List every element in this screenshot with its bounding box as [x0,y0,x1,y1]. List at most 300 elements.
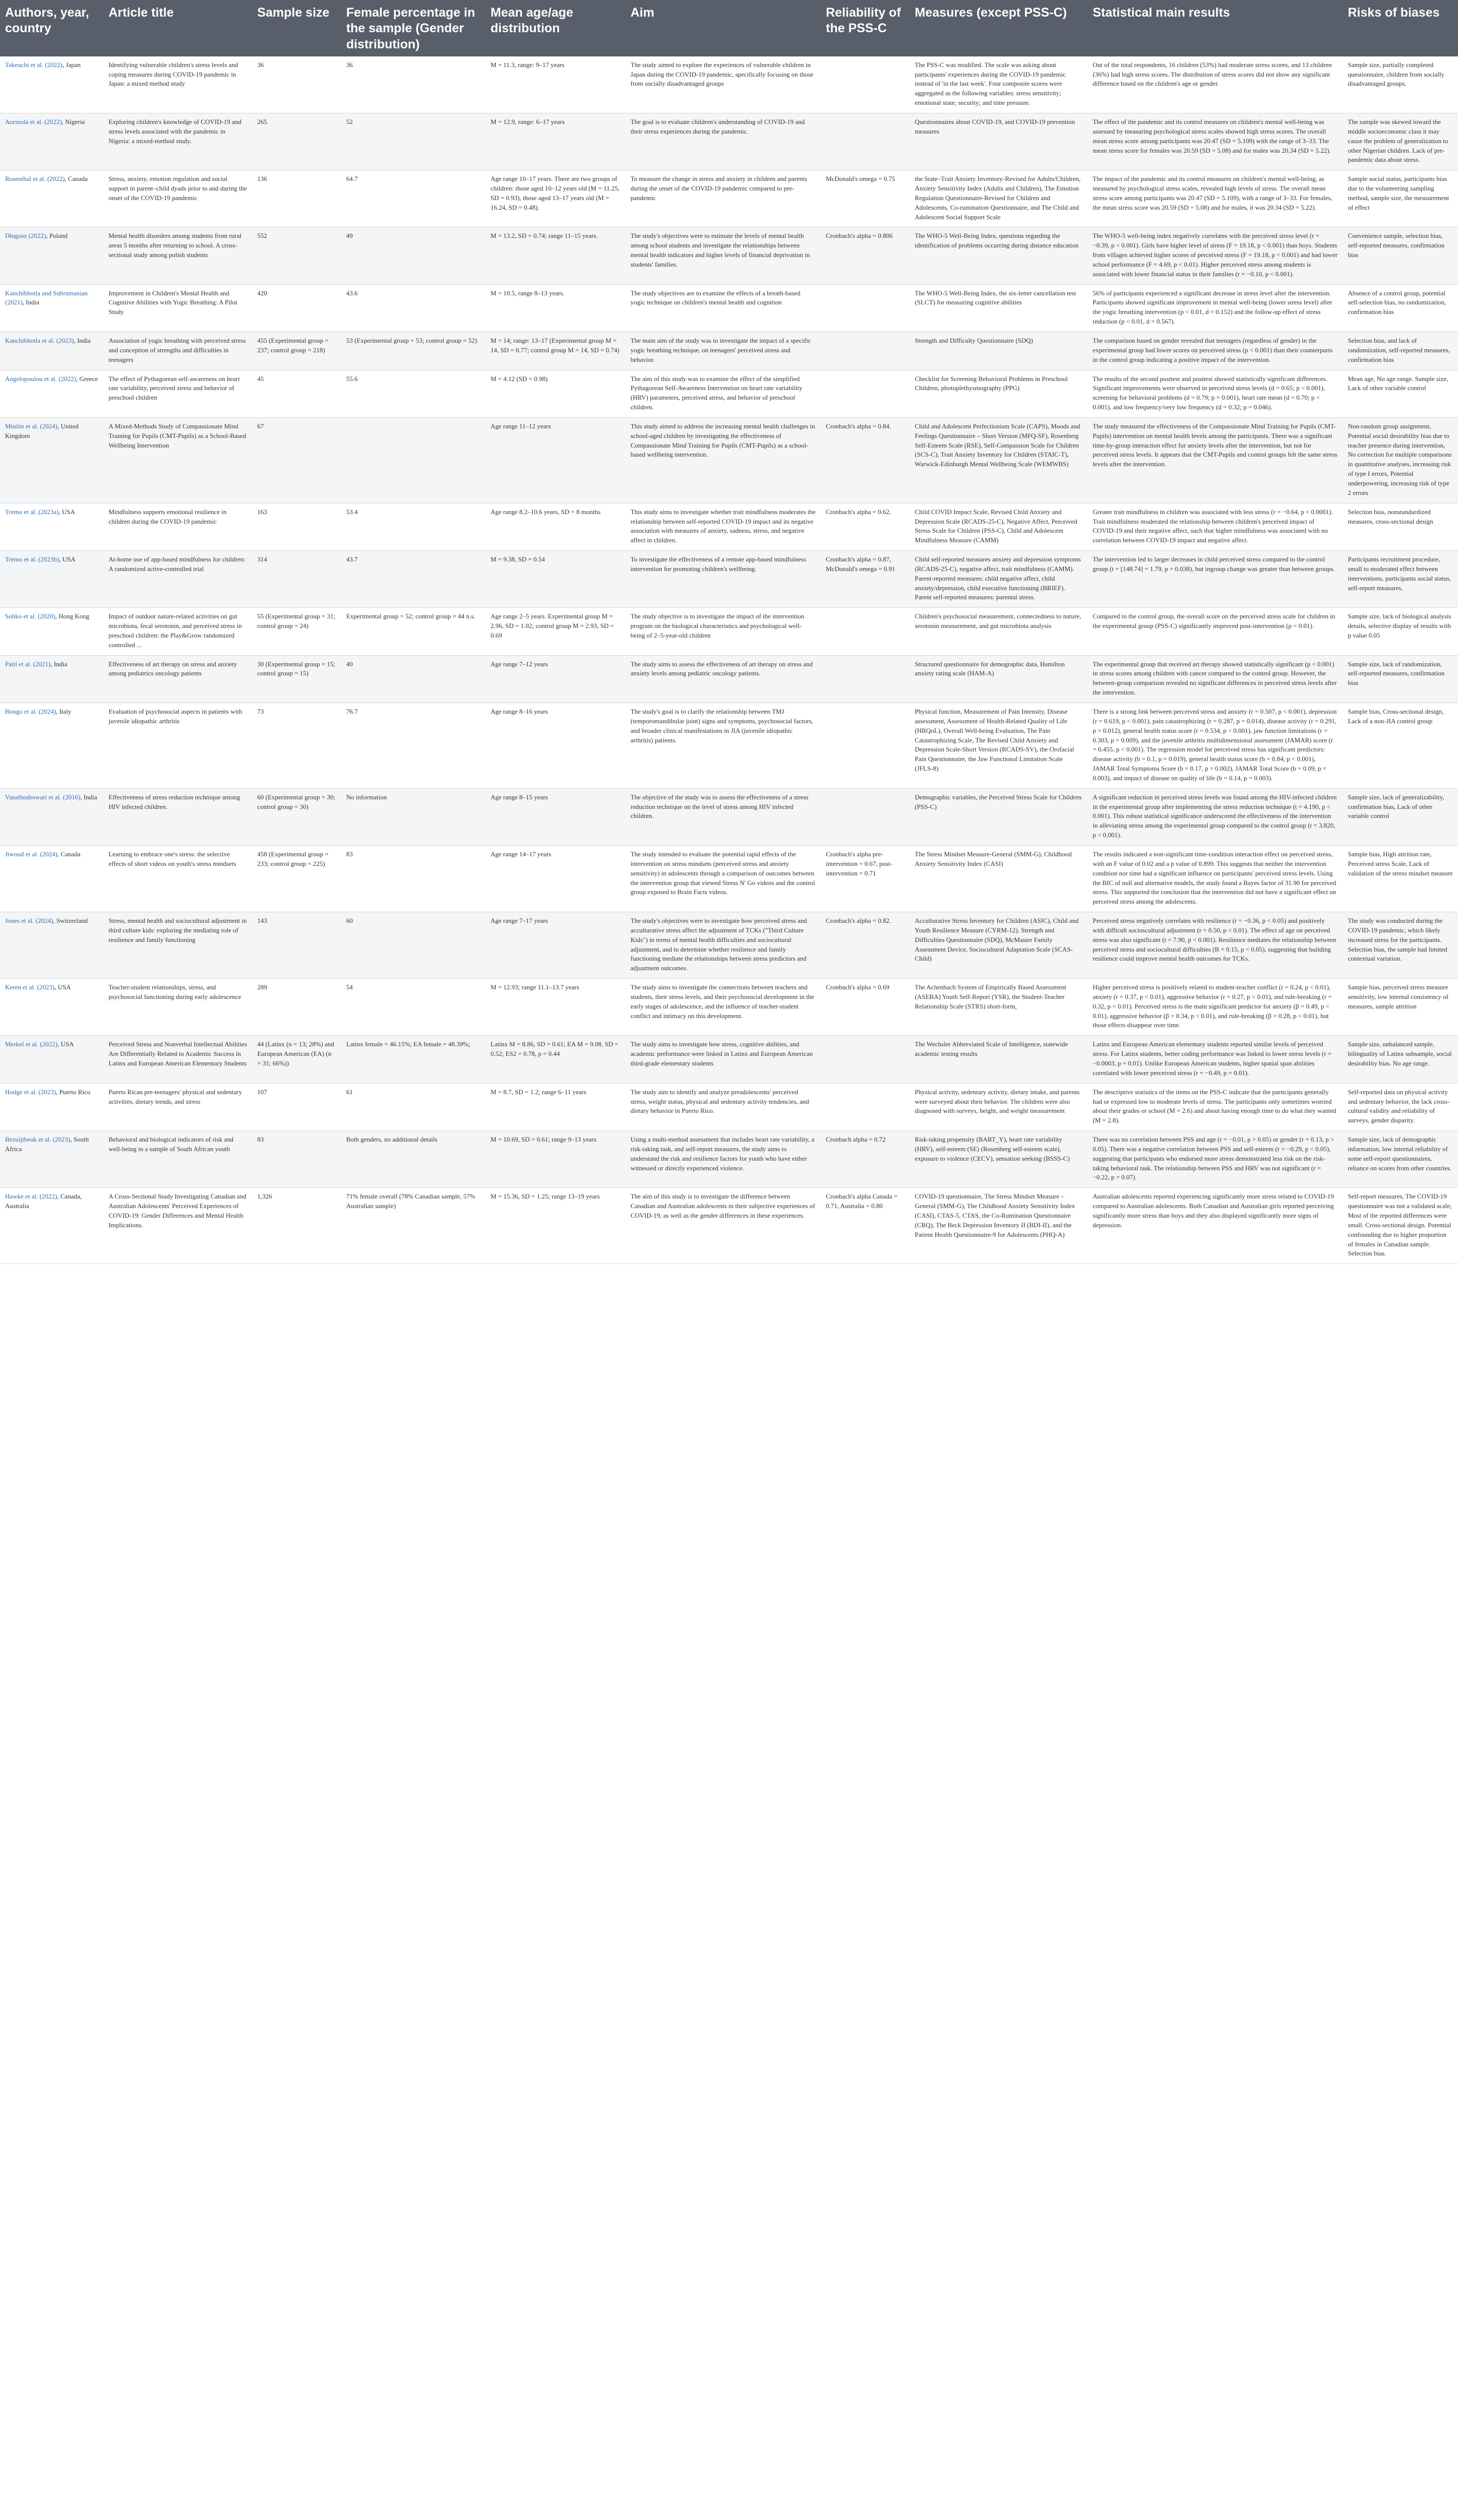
measures-cell: Child self-reported measures anxiety and depression symptoms (RCADS-25-C), negative affect, trait mindfulness (CAMM). Parent-reported measures: child negative affect, child anxiety/depression, child executive functioning (BRIEF). Parent self-reported measures: parental stress. [910,551,1088,608]
title-cell: Stress, mental health and sociocultural adjustment in third culture kids: exploring the mediating role of resilience and family functioning [103,912,252,979]
results-cell: Latinx and European American elementary students reported similar levels of perceived stress. For Latinx students, better coding performance was linked to lower stress levels (r = −0.0003, p = 0.01). Unlike European American students, higher spatial span abilities correlated with lower perceived stress (r = −0.49, p = 0.01). [1087,1036,1343,1083]
table-row [0,56,1458,113]
reliability-cell: Cronbach's alpha = 0.87, McDonald's omega = 0.91 [821,551,909,608]
citation-link[interactable]: Mistlin et al. (2024) [5,422,57,430]
female-cell: 64.7 [341,170,485,227]
country-separator: , [57,422,61,430]
reliability-cell [821,332,909,370]
country-text: South Africa [5,1136,89,1153]
reliability-cell: Cronbach's alpha Canada = 0.71, Australia = 0.80 [821,1188,909,1264]
female-cell: 54 [341,979,485,1036]
biases-cell: Non-random group assignment, Potential social desirability bias due to teacher presence during intervention, No correction for multiple comparisons in quantitative analyses, increasing risk of type I errors, Potential underpowering, increasing risk of type 2 errors [1343,417,1458,503]
citation-link[interactable]: Kanchibhotla and Subramanian (2021) [5,289,88,306]
measures-cell: Child COVID Impact Scale, Revised Child Anxiety and Depression Scale (RCADS-25-C), Negative Affect, Perceived Stress Scale for Children (PSS-C), Child and Adolescent Mindfulness Measure (CAMM) [910,503,1088,550]
authors-cell [0,170,103,227]
country-separator: , [70,1136,74,1144]
reliability-cell [821,56,909,113]
reliability-cell: Cronbach's alpha = 0.69 [821,979,909,1036]
table-row [0,551,1458,608]
column-header-results: Statistical main results [1087,0,1343,56]
country-separator: , [46,232,49,240]
female-cell: 55.6 [341,370,485,417]
reliability-cell: Cronbach's alpha = 0.84. [821,417,909,503]
title-cell: At-home use of app-based mindfulness for children: A randomized active-controlled trial [103,551,252,608]
age-cell: M = 12.93; range 11.1–13.7 years [485,979,626,1036]
country-text: USA [62,555,76,563]
country-separator: , [62,60,66,69]
country-text: Greece [79,374,98,383]
female-cell: Both genders, no additional details [341,1131,485,1188]
country-text: United Kingdom [5,422,79,439]
age-cell: Age range 8.2–10.6 years, SD = 8 months [485,503,626,550]
citation-link[interactable]: Jiwoud et al. (2024) [5,850,57,858]
country-text: India [77,337,91,344]
biases-cell: Sample size, lack of demographic information, low internal reliability of some self-report questionnaires, reliance on scores from other countries. [1343,1131,1458,1188]
country-text: Japan [66,60,81,69]
title-cell: Mental health disorders among students from rural areas 5 months after returning to school. A cross-sectional study among polish students [103,227,252,284]
country-separator: , [57,1192,60,1201]
table-row [0,1083,1458,1130]
citation-link[interactable]: Kanchibhotla et al. (2023) [5,337,74,344]
age-cell: M = 8.7, SD = 1.2; range 6–11 years [485,1083,626,1130]
country-separator: , [80,793,84,801]
title-cell: Impact of outdoor nature-related activities on gut microbiota, fecal serotonin, and perceived stress in preschool children: the Play&Grow randomized controlled ... [103,608,252,655]
female-cell: Experimental group = 52; control group = 44 n.s. [341,608,485,655]
country-text: India [26,298,39,306]
reliability-cell [821,284,909,332]
table-row [0,788,1458,845]
results-cell: Out of the total respondents, 16 children (53%) had moderate stress scores, and 13 children (36%) had high stress scores. The distribution of stress scores did not show any significant difference based on the children's age or gender. [1087,56,1343,113]
female-cell: 36 [341,56,485,113]
sample-cell: 289 [252,979,341,1036]
aim-cell: The study aimed to explore the experiences of vulnerable children in Japan during the COVID-19 pandemic, specifically focusing on those from socially disadvantaged groups [626,56,821,113]
results-cell: Compared to the control group, the overall score on the perceived stress scale for children in the experimental group (PSS-C) significantly improved post-intervention (p = 0.01). [1087,608,1343,655]
title-cell: Effectiveness of art therapy on stress and anxiety among pediatrics oncology patients [103,655,252,703]
authors-cell [0,284,103,332]
biases-cell: Sample size, lack of randomization, self-reported measures, confirmation bias [1343,655,1458,703]
authors-cell [0,703,103,789]
sample-cell: 136 [252,170,341,227]
country-separator: , [56,708,59,715]
reliability-cell: Cronbach's alpha = 0.62. [821,503,909,550]
aim-cell: The study aim to identify and analyze preadolescents' perceived stress, weight status, physical and sedentary activity tendencies, and dietary behavior in Puerto Rico. [626,1083,821,1130]
reliability-cell [821,113,909,170]
country-text: India [83,793,97,801]
citation-link[interactable]: Rosenthal et al. (2022) [5,175,65,183]
results-cell: The intervention led to larger decreases in child perceived stress compared to the control group (t = [148.74] = 1.79, p = 0.038), but ingroup change was greater than between groups. [1087,551,1343,608]
country-separator: , [62,117,66,125]
authors-cell [0,56,103,113]
aim-cell: The study objective is to investigate the impact of the intervention program on the biological characteristics and psychological well-being of 2–5-year-old children [626,608,821,655]
authors-cell [0,1131,103,1188]
results-cell: Higher perceived stress is positively related to student-teacher conflict (r = 0.24, p < 0.01), anxiety (r = 0.37, p < 0.01), aggressive behavior (r = 0.27, p < 0.01), and rule-breaking (r = 0.32, p < 0.01). Perceived stress is the main significant predictor for anxiety (β = 0.49, p < 0.01), aggressive behavior (β = 0.34, p < 0.01), and rule-breaking (β = 0.28, p < 0.01), but those effects disappear over time. [1087,979,1343,1036]
citation-link[interactable]: Jones et al. (2024) [5,917,53,925]
table-body [0,56,1458,1264]
table-row [0,170,1458,227]
biases-cell: Selection bias, and lack of randomization, self-reported measures, confirmation bias [1343,332,1458,370]
female-cell: 61 [341,1083,485,1130]
aim-cell: The study's goal is to clarify the relationship between TMJ (temporomandibular joint) signs and symptoms, psychosocial factors, and broader clinical manifestations in JIA (juvenile idiopathic arthritis) patients. [626,703,821,789]
biases-cell: Absence of a control group, potential self-selection bias, no randomization, confirmation bias [1343,284,1458,332]
measures-cell: Questionnaires about COVID-19, and COVID-19 prevention measures [910,113,1088,170]
age-cell: Age range 7–17 years [485,912,626,979]
authors-cell [0,113,103,170]
citation-link[interactable]: Keren et al. (2023) [5,983,55,991]
results-cell: Perceived stress negatively correlates with resilience (r = −0.36, p < 0.05) and positively with difficult socioscultural adjustment (r = 0.50, p < 0.01). The effect of age on perceived stress was also significant (t = 7.90, p < 0.001). Resilience mediates the relationship between perceived stress and sociocultural difficulties (B = 0.15, p < 0.05), suggesting that building resilience could improve mental health outcomes for TCKs. [1087,912,1343,979]
title-cell: A Cross-Sectional Study Investigating Canadian and Australian Adolescents' Perceived Experiences of COVID-19: Gender Differences and Mental Health Implications. [103,1188,252,1264]
table-row [0,284,1458,332]
authors-cell [0,551,103,608]
results-cell: There was no correlation between PSS and age (r = −0.01, p > 0.05) or gender (r = 0.13, p > 0.05). There was a negative correlation between PSS and self-esteem (r = −0.29, p < 0.05), suggesting that participants who endorsed more stress demonstrated less risk on the risk-taking behavioral task. The relationship between PSS and HRV was not significant (r = −0.22, p = 0.07). [1087,1131,1343,1188]
measures-cell: Child and Adolescent Perfectionism Scale (CAPS), Moods and Feelings Questionnaire – Short Version (MFQ-SF), Rosenberg Self-Esteem Scale (RSE), Self-Compassion Scale for Children (SCS-C), Trait Anxiety Inventory for Children (STAIC-T), Warwick-Edinburgh Mental Wellbeing Scale (WEMWBS) [910,417,1088,503]
country-text: Puerto Rico [59,1088,91,1096]
results-cell: The study measured the effectiveness of the Compassionate Mind Training for Pupils (CMT-Pupils) intervention on mental health levels among the participants. There was a significant time-by-group interaction effect for anxiety levels after the intervention, but not for perceived stress levels. It appears that the CMT-Pupils and control groups felt the same stress levels after the intervention. [1087,417,1343,503]
column-header-measures: Measures (except PSS-C) [910,0,1088,56]
results-cell: Australian adolescents reported experiencing significantly more stress related to COVID-19 compared to Australian adolescents. Both Canadian and Australian girls reported perceiving significantly more stress than boys and they also displayed significantly more signs of depression. [1087,1188,1343,1264]
female-cell: Latinx female = 46.15%; EA female = 48.39%; [341,1036,485,1083]
age-cell: Age range 11–12 years [485,417,626,503]
country-text: India [53,660,68,668]
measures-cell: Risk-taking propensity (BART_Y), heart rate variability (HRV), self-esteem (SE) (Rosenberg self-esteem scale), exposure to violence (CECV), sensation seeking (BSSS-C) [910,1131,1088,1188]
age-cell: M = 11.3, range: 9–17 years [485,56,626,113]
country-text: Canada [60,850,81,858]
aim-cell: The objective of the study was to assess the effectiveness of a stress reduction technique on the level of stress among HIV infected children. [626,788,821,845]
female-cell: 43.7 [341,551,485,608]
table-row [0,113,1458,170]
age-cell: M = 9.38, SD = 0.54 [485,551,626,608]
country-text: USA [57,983,71,991]
authors-cell [0,1036,103,1083]
female-cell: No information [341,788,485,845]
biases-cell: Convenience sample, selection bias, self-reported measures, confirmation bias [1343,227,1458,284]
reliability-cell [821,788,909,845]
sample-cell: 552 [252,227,341,284]
authors-cell [0,845,103,912]
biases-cell: Sample size, lack of biological analysis details, selective display of results with p value 0.05 [1343,608,1458,655]
female-cell: 40 [341,655,485,703]
age-cell: M = 14; range: 13–17 (Experimental group M = 14, SD = 0.77; control group M = 14, SD = 0.74) [485,332,626,370]
sample-cell: 55 (Experimental group = 31; control group = 24) [252,608,341,655]
column-header-biases: Risks of biases [1343,0,1458,56]
age-cell: M = 13.2, SD = 0.74; range 11–15 years. [485,227,626,284]
country-separator: , [56,1088,59,1096]
reliability-cell [821,608,909,655]
measures-cell: The Wechsler Abbreviated Scale of Intelligence, statewide academic testing results [910,1036,1088,1083]
aim-cell: The goal is to evaluate children's understanding of COVID-19 and their stress experiences during the pandemic. [626,113,821,170]
female-cell [341,417,485,503]
measures-cell: The Achenbach System of Empirically Based Assessment (ASEBA) Youth Self-Report (YSR), the Student-Teacher Relationship Scale (STRS) short-form, [910,979,1088,1036]
sample-cell: 455 (Experimental group = 237; control group = 218) [252,332,341,370]
citation-link[interactable]: Tremo et al. (2023b) [5,555,59,563]
results-cell: The comparison based on gender revealed that teenagers (regardless of gender) in the experimental group had lower scores on perceived stress (p < 0.001) than their counterparts in the control group indicating a positive impact of the intervention. [1087,332,1343,370]
sample-cell: 83 [252,1131,341,1188]
measures-cell: Physical activity, sedentary activity, dietary intake, and parents were surveyed about their behavior. The children were also diagnosed with surveys, height, and weight measurement [910,1083,1088,1130]
country-separator: , [59,555,63,563]
title-cell: Perceived Stress and Nonverbal Intellectual Abilities Are Differentially Related to Academic Success in Latinx and European American Elementary Students [103,1036,252,1083]
citation-link[interactable]: Tremo et al. (2023a) [5,508,59,516]
age-cell: M = 12.9, range: 6–17 years [485,113,626,170]
reliability-cell [821,1036,909,1083]
aim-cell: This study aims to investigate whether trait mindfulness moderates the relationship between self-reported COVID-19 impact and its negative association with measures of anxiety, sadness, stress, and negative affect in children. [626,503,821,550]
sample-cell: 458 (Experimental group = 233; control group = 225) [252,845,341,912]
female-cell: 53 (Experimental group = 53; control group = 52) [341,332,485,370]
country-text: Canada [68,175,88,183]
aim-cell: The study's objectives were to investigate how perceived stress and acculturative stress affect the adjustment of TCKs ("Third Culture Kids") in terms of mental health difficulties and sociocultural adjustment, and to determine whether resilience and family functioning mediate the relationships between stress predictors and adjustment outcomes. [626,912,821,979]
biases-cell: Self-reported data on physical activity and sedentary behavior, the lack cross-cultural validity and reliability of surveys, gender disparity. [1343,1083,1458,1130]
reliability-cell: Cronbach's alpha = 0.806 [821,227,909,284]
citation-link[interactable]: Bongo et al. (2024) [5,708,56,715]
sample-cell: 30 (Experimental group = 15; control group = 15) [252,655,341,703]
results-cell: The experimental group that received art therapy showed statistically significant (p < 0.001) in stress scores among children with cancer compared to the control group. However, the between-group comparison revealed no significant differences in perceived stress levels after the intervention. [1087,655,1343,703]
sample-cell: 265 [252,113,341,170]
results-cell: 56% of participants experienced a significant decrease in stress level after the intervention. Participants showed significant improvement in mental well-being (lower stress level) after the yogic breathing intervention (p < 0.01, d = 0.152) and the follow-up effect of stress reduction (p < 0.01, d = 0.567). [1087,284,1343,332]
country-separator: , [53,917,56,925]
table-row [0,227,1458,284]
title-cell: Identifying vulnerable children's stress levels and coping measures during COVID-19 pandemic in Japan: a mixed method study [103,56,252,113]
column-header-aim: Aim [626,0,821,56]
age-cell: Age range 2–5 years. Experimental group M = 2.96, SD = 1.02; control group M = 2.93, SD = 0.69 [485,608,626,655]
authors-cell [0,417,103,503]
reliability-cell: McDonald's omega = 0.75 [821,170,909,227]
title-cell: Effectiveness of stress reduction technique among HIV infected children. [103,788,252,845]
title-cell: Behavioral and biological indicators of risk and well-being in a sample of South African youth [103,1131,252,1188]
title-cell: The effect of Pythagorean self-awareness on heart rate variability, perceived stress and behavior of preschool children [103,370,252,417]
results-cell: A significant reduction in perceived stress levels was found among the HIV-infected children in the experimental group after implementing the stress reduction technique (t = 4.190, p < 0.001). This robust statistical significance underscored the effectiveness of the intervention in alleviating stress among the experimental group compared to the control group (t = 3.820, p < 0.001). [1087,788,1343,845]
citation-link[interactable]: Angelopoulou et al. (2022) [5,374,76,383]
measures-cell: Demographic variables, the Perceived Stress Scale for Children (PSS-C) [910,788,1088,845]
biases-cell: Sample bias, Cross-sectional design, Lack of a non-JIA control group [1343,703,1458,789]
female-cell: 76.7 [341,703,485,789]
authors-cell [0,912,103,979]
column-header-authors: Authors, year, country [0,0,103,56]
results-cell: Greater trait mindfulness in children was associated with less stress (r = −0.64, p < 0.0001). Trait mindfulness moderated the relationship between children's perceived impact of COVID-19 and their negative affect, such that higher mindfulness was associated with no correlation between COVID-19 impact and negative affect. [1087,503,1343,550]
authors-cell [0,979,103,1036]
aim-cell: The aim of this study is to investigate the difference between Canadian and Australian adolescents in their subjective experiences of COVID-19, as well as the gender differences in these experiences. [626,1188,821,1264]
biases-cell: Mean age, No age range. Sample size, Lack of other variable control [1343,370,1458,417]
age-cell: M = 15.36, SD = 1.25; range 13–19 years [485,1188,626,1264]
results-cell: The results indicated a non-significant time-condition interaction effect on perceived stress, with an F value of 0.02 and a p value of 0.899. This suggests that neither the intervention condition nor time had a significant influence on participants' perceived stress levels. Using the BIC of null and alternative models, the study found a Bayes factor of 31.90 for perceived stress. This supported the conclusion that the intervention did not have a significant effect on perceived stress among the adolescents. [1087,845,1343,912]
sample-cell: 45 [252,370,341,417]
biases-cell: Participants recruitment procedure, small to moderated effect between interventions, participants social status, self-report measures. [1343,551,1458,608]
biases-cell: Self-report measures, The COVID-19 questionnaire was not a validated scale; Most of the reported differences were small. Cross-sectional design. Potential confounding due to higher proportion of females in Canadian sample. Selection bias. [1343,1188,1458,1264]
sample-cell: 73 [252,703,341,789]
age-cell: Age range 7–12 years [485,655,626,703]
measures-cell: the State–Trait Anxiety Inventory-Revised for Adults/Children, Anxiety Sensitivity Index (Adults and Children), The Emotion Regulation Questionnaire-Revised for Children and Adolescents, Co-rumination Questionnaire, and The Child and Adolescent Social Support Scale [910,170,1088,227]
table-row [0,845,1458,912]
title-cell: A Mixed-Methods Study of Compassionate Mind Training for Pupils (CMT-Pupils) as a School-Based Wellbeing Intervention [103,417,252,503]
table-row [0,608,1458,655]
title-cell: Exploring children's knowledge of COVID-19 and stress levels associated with the pandemic in Nigeria: a mixed-method study. [103,113,252,170]
age-cell: Age range 8–15 years [485,788,626,845]
aim-cell: The study aims to assess the effectiveness of art therapy on stress and anxiety levels among pediatric oncology patients. [626,655,821,703]
aim-cell: The study intended to evaluate the potential rapid effects of the intervention on stress mindsets (perceived stress and anxiety sensitivity) in adolescents through a comparison of outcomes between the intervention group that viewed Stress N' Go videos and the control group exposed to Brain Facts videos. [626,845,821,912]
table-row [0,912,1458,979]
reliability-cell [821,655,909,703]
results-cell: The descriptive statistics of the items on the PSS-C indicate that the participants generally had or expressed low to moderate levels of stress. The participants only sometimes worried about their grades or school (M = 2.6) and about having enough time to do what they wanted (M = 2.8). [1087,1083,1343,1130]
title-cell: Learning to embrace one's stress: the selective effects of short videos on youth's stress mindsets [103,845,252,912]
country-text: Hong Kong [58,612,90,620]
citation-link[interactable]: Takeuchi et al. (2022) [5,60,63,69]
country-separator: , [76,374,80,383]
table-row [0,370,1458,417]
female-cell: 71% female overall (78% Canadian sample, 57% Australian sample) [341,1188,485,1264]
biases-cell: The study was conducted during the COVID-19 pandemic, which likely increased stress for the participants. Selection bias, the sample had limited contextual variation. [1343,912,1458,979]
aim-cell: Using a multi-method assessment that includes heart rate variability, a risk-taking task, and self-report measures, the study aims to understand the risk and resilience factors for youth who have either witnessed or directly experienced violence. [626,1131,821,1188]
aim-cell: The study's objectives were to estimate the levels of mental health among school students and investigate the relationships between mental health indicators and higher levels of financial deprivation in students' families. [626,227,821,284]
country-separator: , [22,298,26,306]
measures-cell: Strength and Difficulty Questionnaire (SDQ) [910,332,1088,370]
table-row [0,1131,1458,1188]
age-cell: Latinx M = 8.86, SD = 0.61; EA M = 9.08, SD = 0.52; ES2 = 0.78, p = 0.44 [485,1036,626,1083]
authors-cell [0,503,103,550]
results-cell: The results of the second posttest and posttest showed statistically significant differences. Significant improvements were observed in perceived stress levels (d = 0.65; p < 0.001), screening for behavioral problems (d = 0.79; p = 0.001), heart rate mean (d = 0.70; p < 0.001), and low frequency/very low frequency (d = 0.32; p = 0.046). [1087,370,1343,417]
citation-link[interactable]: Patil et al. (2021) [5,660,51,668]
measures-cell: The WHO-5 Well-Being Index, questions regarding the identification of problems occurring during distance education [910,227,1088,284]
title-cell: Evaluation of psychosocial aspects in patients with juvenile idiopathic arthritis [103,703,252,789]
aim-cell: The aim of this study was to examine the effect of the simplified Pythagorean Self-Awareness Intervention on heart rate variability (HRV) parameters, perceived stress, and behavior of preschool children. [626,370,821,417]
authors-cell [0,370,103,417]
column-header-reliability: Reliability of the PSS-C [821,0,909,56]
female-cell: 52 [341,113,485,170]
biases-cell: Sample size, lack of generalizability, confirmation bias, Lack of other variable control [1343,788,1458,845]
age-cell: Age range 8–16 years [485,703,626,789]
title-cell: Mindfulness supports emotional resilience in children during the COVID-19 pandemic [103,503,252,550]
column-header-age: Mean age/age distribution [485,0,626,56]
authors-cell [0,608,103,655]
authors-cell [0,788,103,845]
biases-cell: Sample social status, participants bias due to the volunteering sampling method, sample size, the measurement of effect [1343,170,1458,227]
biases-cell: Sample size, unbalanced sample, bilinguality of Latinx subsample, social desirability bias. No age range. [1343,1036,1458,1083]
age-cell: M = 4.12 (SD = 0.98) [485,370,626,417]
country-separator: , [74,337,77,344]
measures-cell: Acculturative Stress Inventory for Children (ASIC), Child and Youth Resilience Measure (CYRM-12), Strength and Difficulties Questionnaire (SDQ), McMaster Family Assessment Device, Sociocultural Adaptation Scale (SCAS-Child) [910,912,1088,979]
measures-cell: The PSS-C was modified. The scale was asking about participants' experiences during the COVID-19 pandemic instead of 'in the last week'. Four composite scores were aggregated as the following variables: stress sensitivity; emotional state; security; and time pressure. [910,56,1088,113]
table-row [0,703,1458,789]
results-cell: The impact of the pandemic and its control measures on children's mental well-being, as measured by psychological stress scales, revealed high levels of stress. The overall mean stress score among participants was 20.47 (SD = 5.109), with a range of 3–33. For females, the mean stress score was 20.59 (SD = 5.08) and for males, it was 20.34 (SD = 5.22). [1087,170,1343,227]
table-row [0,503,1458,550]
citation-link[interactable]: Merkel et al. (2022) [5,1040,57,1048]
biases-cell: The sample was skewed toward the middle socioeconomic class it may cause the problem of generalization to other Nigerian children. Lack of pre-pandemic data about stress. [1343,113,1458,170]
results-cell: There is a strong link between perceived stress and anxiety (r = 0.507, p < 0.001), depression (r = 0.619, p < 0.001), pain catastrophizing (r = 0.287, p = 0.014), disease activity (r = 0.291, p = 0.012), general health status score (r = 0.534, p < 0.001), jaw function limitations (r = 0.303, p = 0.009), and the juvenile arthritis multidimensional assessment (JAMAR) score (r = 0.455, p < 0.001). The regression model for perceived stress has significant predictors: disease activity (b = 0.1, p = 0.019), general health status score (b = 0.84, p < 0.001), JAMAR Total Symptoms Score (b = 0.17, p = 0.002), JAMAR Total Score (b = 0.09, p = 0.003), and impact of disease on quality of life (b = 0.14, p = 0.003). [1087,703,1343,789]
sample-cell: 1,326 [252,1188,341,1264]
reliability-cell: Cronbach's alpha pre-intervention = 0.67, post-intervention = 0.71 [821,845,909,912]
sample-cell: 314 [252,551,341,608]
country-text: Italy [59,708,72,715]
citation-link[interactable]: Sobko et al. (2020) [5,612,55,620]
aim-cell: The study aims to investigate the connections between teachers and students, their stress levels, and their psychosocial development in the early stages of adolescence, and the influence of teacher-student conflict and intimacy on this development. [626,979,821,1036]
measures-cell: The WHO-5 Well-Being Index, the six-letter cancellation test (SLCT) for measuring cognitive abilities [910,284,1088,332]
measures-cell: Structured questionnaire for demographic data, Hamilton anxiety rating scale (HAM-A) [910,655,1088,703]
citation-link[interactable]: Długosz (2022) [5,232,46,240]
sample-cell: 60 (Experimental group = 30; control group = 30) [252,788,341,845]
aim-cell: To measure the change in stress and anxiety in children and parents during the onset of the COVID-19 pandemic compared to pre-pandemic [626,170,821,227]
authors-cell [0,1188,103,1264]
table-row [0,1188,1458,1264]
biases-cell: Sample size, partially completed questionnaire, children from socially disadvantaged groups. [1343,56,1458,113]
aim-cell: To investigate the effectiveness of a remote app-based mindfulness intervention for promoting children's wellbeing. [626,551,821,608]
table-row [0,332,1458,370]
country-separator: , [58,508,62,516]
sample-cell: 67 [252,417,341,503]
title-cell: Stress, anxiety, emotion regulation and social support in parent–child dyads prior to and during the onset of the COVID-19 pandemic [103,170,252,227]
table-header-row [0,0,1458,56]
authors-cell [0,332,103,370]
citation-link[interactable]: Vanathodeswari et al. (2016) [5,793,81,801]
country-separator: , [54,983,58,991]
sample-cell: 163 [252,503,341,550]
sample-cell: 420 [252,284,341,332]
reliability-cell [821,370,909,417]
results-cell: The effect of the pandemic and its control measures on children's mental well-being was assessed by measuring psychological stress scales showed high stress scores. The overall mean stress score among participants was 20.47 (SD = 5.109) with the range of 3–33. The mean stress score for females was 20.59 (SD = 5.08) and for males was 20.34 (SD = 5.22). [1087,113,1343,170]
citation-link[interactable]: Aorinola et al. (2022) [5,117,62,125]
measures-cell: Children's psychosocial measurement, connectedness to nature, serotonin measurement, and gut microbiota analysis [910,608,1088,655]
column-header-female-percentage: Female percentage in the sample (Gender distribution) [341,0,485,56]
sample-cell: 36 [252,56,341,113]
sample-cell: 143 [252,912,341,979]
aim-cell: The study aims to investigate how stress, cognitive abilities, and academic performance were linked in Latinx and European American third-grade elementary students [626,1036,821,1083]
column-header-title: Article title [103,0,252,56]
column-header-sample-size: Sample size [252,0,341,56]
female-cell: 60 [341,912,485,979]
country-separator: , [50,660,54,668]
reliability-cell: Cronbach's alpha = 0.82. [821,912,909,979]
authors-cell [0,655,103,703]
aim-cell: The study objectives are to examine the effects of a breath-based yogic technique on children's mental health and cognition [626,284,821,332]
aim-cell: The main aim of the study was to investigate the impact of a specific yogic breathing technique, on teenagers' perceived stress and behavior. [626,332,821,370]
country-text: Poland [49,232,68,240]
citation-link[interactable]: Bezuijtbeuk et al. (2023) [5,1136,71,1144]
female-cell: 49 [341,227,485,284]
table-row [0,417,1458,503]
country-text: Nigeria [65,117,85,125]
reliability-cell: Cronbach alpha = 0.72 [821,1131,909,1188]
female-cell: 83 [341,845,485,912]
country-text: USA [62,508,75,516]
measures-cell: Checklist for Screening Behavioral Problems in Preschool Children, photoplethysmography (PPG) [910,370,1088,417]
title-cell: Puerto Rican pre-teenagers' physical and sedentary activities, dietary trends, and stress [103,1083,252,1130]
aim-cell: This study aimed to address the increasing mental health challenges in school-aged children by investigating the effectiveness of Compassionate Mind Training for Pupils (CMT-Pupils) as a school-based wellbeing intervention. [626,417,821,503]
biases-cell: Selection bias, nonstandardized measures, cross-sectional design [1343,503,1458,550]
biases-cell: Sample bias, perceived stress measure sensitivity, low internal consistency of measures, sample attrition [1343,979,1458,1036]
authors-cell [0,1083,103,1130]
results-cell: The WHO-5 well-being index negatively correlates with the perceived stress level (r = −0.39, p < 0.001). Girls have higher level of stress (F = 19.18, p < 0.001) than boys. Students from villages achieved higher scores of perceived stress (F = 19.18, p < 0.001) and had lower school performance (F = 4.69, p < 0.01). Higher perceived stress among students is associated with lower financial status in their families (r = −0.10, p < 0.001). [1087,227,1343,284]
age-cell: M = 10.69, SD = 0.61; range 9–13 years [485,1131,626,1188]
country-text: Switzerland [56,917,88,925]
citation-link[interactable]: Hawke et al. (2022) [5,1192,57,1201]
sample-cell: 44 (Latinx (n = 13; 28%) and European American (EA) (n = 31; 66%)) [252,1036,341,1083]
country-text: Canada, Australia [5,1192,82,1210]
country-separator: , [55,612,59,620]
measures-cell: Physical function, Measurement of Pain Intensity, Disease assessment, Assessment of Health-Related Quality of Life (HRQoL), Overall Well-being Evaluation, The Pain Catastrophizing Scale, The Revised Child Anxiety and Depression Scale-Short Version (RCADS-SV), the Orofacial Pain Questionnaire, the Jaw Functional Limitation Scale (JFLS-8) [910,703,1088,789]
table-row [0,979,1458,1036]
country-separator: , [57,1040,61,1048]
reliability-cell [821,703,909,789]
country-text: USA [60,1040,74,1048]
female-cell: 43.6 [341,284,485,332]
title-cell: Association of yogic breathing with perceived stress and conception of strengths and difficulties in teenagers [103,332,252,370]
country-separator: , [65,175,68,183]
country-separator: , [57,850,61,858]
reliability-cell [821,1083,909,1130]
table-row [0,655,1458,703]
female-cell: 53.4 [341,503,485,550]
authors-cell [0,227,103,284]
table-row [0,1036,1458,1083]
sample-cell: 107 [252,1083,341,1130]
age-cell: M = 10.5, range 8–13 years. [485,284,626,332]
citation-link[interactable]: Hodge et al. (2023) [5,1088,56,1096]
age-cell: Age range 10–17 years. There are two groups of children: those aged 10–12 years old (M = 11.25, SD = 0.93), those aged 13–17 years old (M = 16.24, SD = 0.48). [485,170,626,227]
